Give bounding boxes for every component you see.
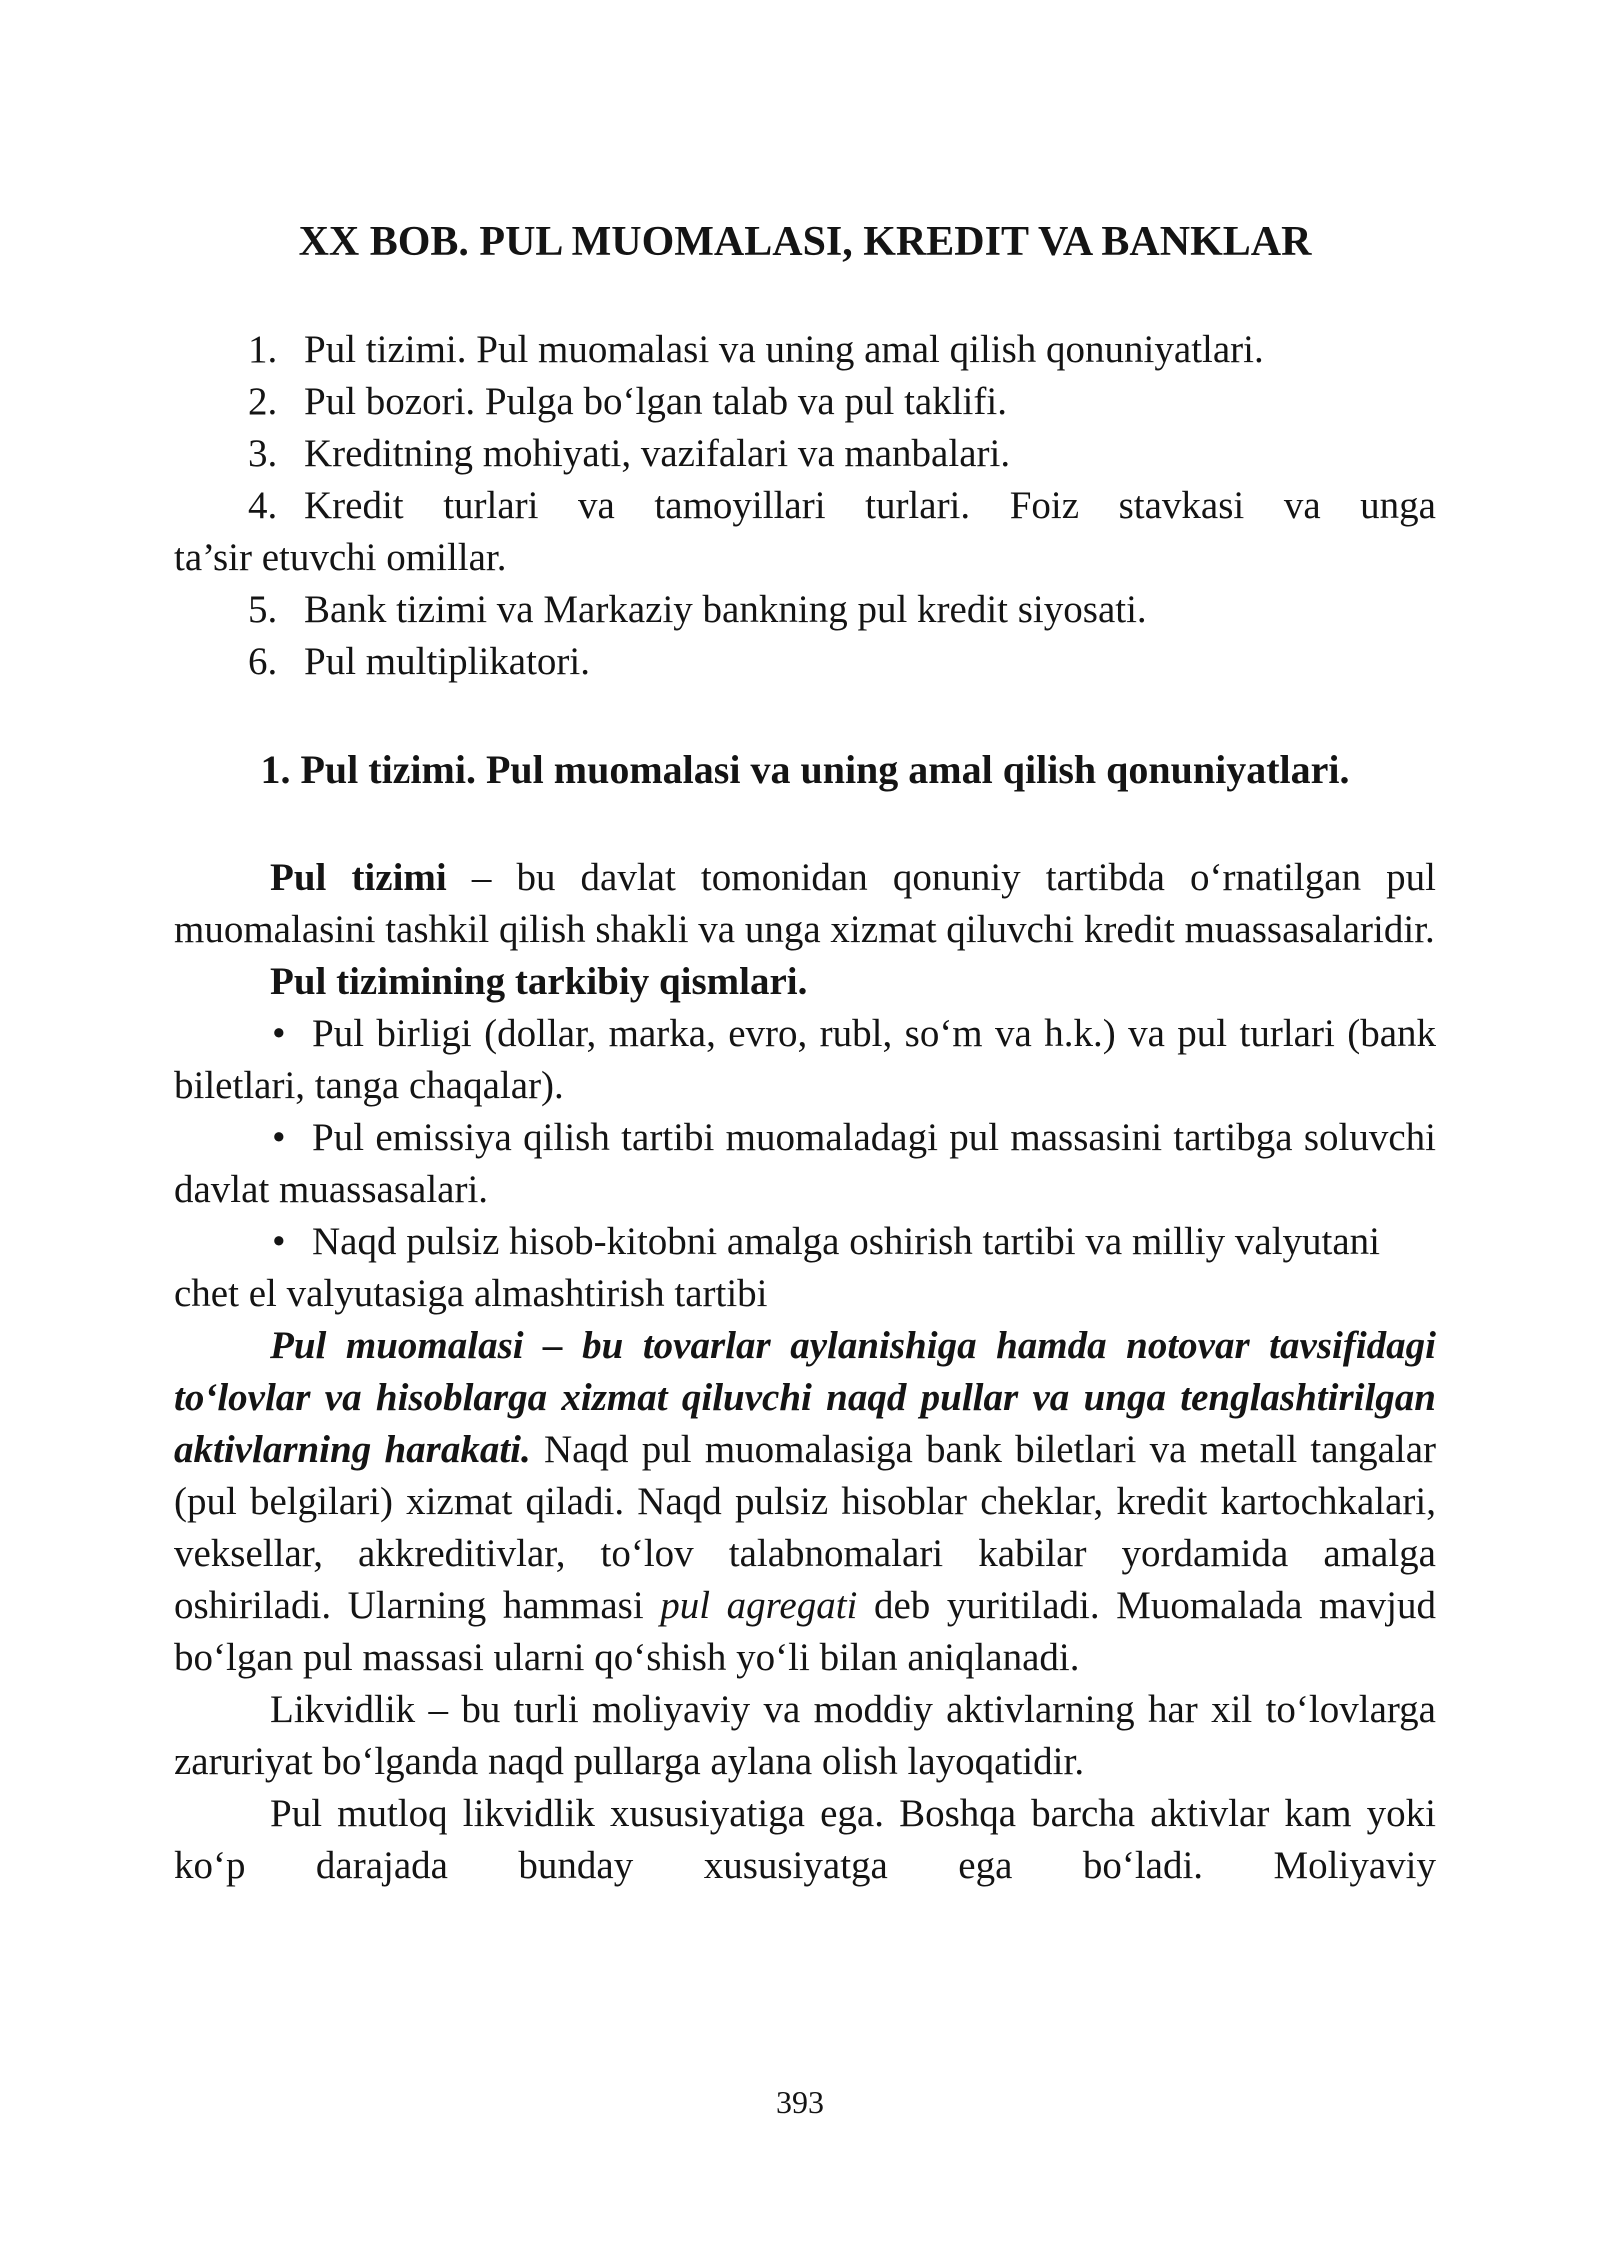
definition-term: Pul tizimi xyxy=(270,856,447,899)
bullet-icon: • xyxy=(272,1116,286,1159)
bullet-item xyxy=(174,1008,1436,1112)
chapter-contents xyxy=(174,324,1436,688)
contents-item-number: 6. xyxy=(248,640,278,683)
contents-item-text: Pul bozori. Pulga bo‘lgan talab va pul taklifi. xyxy=(304,380,1007,423)
contents-item-number: 5. xyxy=(248,588,278,631)
contents-item-text: Kreditning mohiyati, vazifalari va manbalari. xyxy=(304,432,1011,475)
circulation-text: Naqd pul muomalasiga bank biletlari va metall tangalar (pul belgilari) xizmat qiladi. Naqd pulsiz hisoblar cheklar, kredit kartochkalari, veksellar, akkreditivlar, to‘lov talabnomalari kabilar yordamida amalga oshiriladi. Ularning hammasi xyxy=(174,1428,1437,1627)
contents-item-text: Kredit turlari va tamoyillari turlari. Foiz stavkasi va unga xyxy=(304,484,1436,527)
bullet-text: Pul emissiya qilish tartibi muomaladagi pul massasini tartibga soluvchi davlat muassasalari. xyxy=(174,1116,1436,1211)
contents-item-text: Bank tizimi va Markaziy bankning pul kredit siyosati. xyxy=(304,588,1147,631)
bullet-text: Naqd pulsiz hisob-kitobni amalga oshirish tartibi va milliy valyutani chet el valyutasiga almashtirish tartibi xyxy=(174,1220,1381,1315)
bullet-icon: • xyxy=(272,1220,286,1263)
definition-text: – bu davlat tomonidan qonuniy tartibda o‘rnatilgan pul muomalasini tashkil qilish shakli va unga xizmat qiluvchi kredit muassasalaridir. xyxy=(174,856,1437,951)
section-heading: 1. Pul tizimi. Pul muomalasi va uning amal qilish qonuniyatlari. xyxy=(260,747,1350,792)
components-heading xyxy=(174,956,1436,1008)
bullet-icon: • xyxy=(272,1012,286,1055)
contents-item xyxy=(174,324,1436,376)
contents-item xyxy=(174,584,1436,636)
chapter-title: XX BOB. PUL MUOMALASI, KREDIT VA BANKLAR xyxy=(298,219,1312,265)
definition-paragraph xyxy=(174,852,1436,956)
contents-item xyxy=(174,480,1436,532)
contents-item xyxy=(174,636,1436,688)
contents-item-number: 2. xyxy=(248,380,278,423)
circulation-definition: Pul muomalasi – bu tovarlar aylanishiga hamda notovar tavsifidagi to‘lovlar va hisoblarga xizmat qiluvchi naqd pullar va unga tenglashtirilgan aktivlarning harakati. xyxy=(174,1324,1436,1471)
bullet-item xyxy=(174,1112,1436,1216)
contents-item xyxy=(174,376,1436,428)
liquidity-paragraph: Likvidlik – bu turli moliyaviy va moddiy aktivlarning har xil to‘lovlarga zaruriyat bo‘lganda naqd pullarga aylana olish layoqatidir. xyxy=(174,1688,1436,1783)
contents-item-text: Pul tizimi. Pul muomalasi va uning amal qilish qonuniyatlari. xyxy=(304,328,1264,371)
money-liquidity-paragraph: Pul mutloq likvidlik xususiyatiga ega. Boshqa barcha aktivlar kam yoki ko‘p darajada bunday xususiyatga ega bo‘ladi. Moliyaviy xyxy=(174,1792,1436,1887)
components-heading-text: Pul tizimining tarkibiy qismlari. xyxy=(270,960,808,1003)
contents-item xyxy=(174,428,1436,480)
contents-item-text: Pul multiplikatori. xyxy=(304,640,591,683)
page-number: 393 xyxy=(776,2084,824,2120)
contents-item-continuation: ta’sir etuvchi omillar. xyxy=(174,536,507,579)
contents-item-number: 3. xyxy=(248,432,278,475)
aggregate-term: pul agregati xyxy=(660,1584,858,1627)
contents-item-number: 1. xyxy=(248,328,278,371)
circulation-text-end: deb yuritiladi. Muomalada mavjud bo‘lgan pul massasi ularni qo‘shish yo‘li bilan aniqlanadi. xyxy=(174,1584,1437,1679)
contents-item-number: 4. xyxy=(248,484,278,527)
body-text xyxy=(174,852,1436,1892)
bullet-item xyxy=(174,1216,1436,1320)
circulation-paragraph xyxy=(174,1320,1436,1684)
bullet-text: Pul birligi (dollar, marka, evro, rubl, so‘m va h.k.) va pul turlari (bank biletlari, tanga chaqalar). xyxy=(174,1012,1436,1107)
